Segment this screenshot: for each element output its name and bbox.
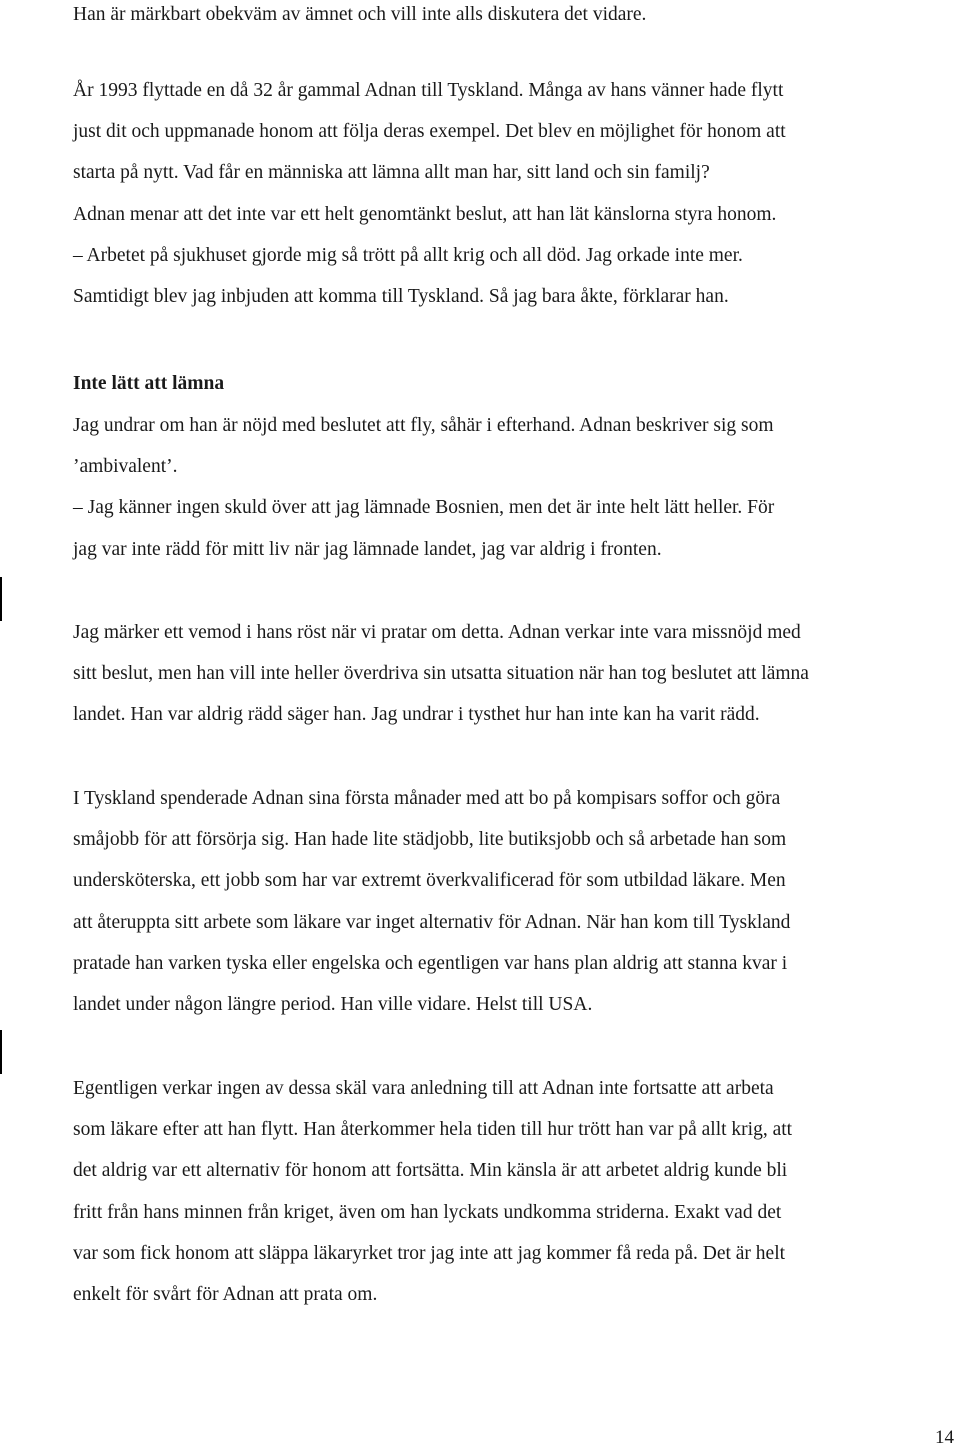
change-bar <box>0 1030 2 1074</box>
section-heading: Inte lätt att lämna <box>73 373 225 394</box>
text-line: var som fick honom att släppa läkaryrket tror jag inte att jag kommer få reda på. Det är helt <box>73 1242 786 1264</box>
paragraph-2 <box>73 70 958 317</box>
text-line: landet. Han var aldrig rädd säger han. Jag undrar i tysthet hur han inte kan ha varit rädd. <box>73 704 760 726</box>
text-line: ’ambivalent’. <box>73 456 178 478</box>
text-line: Jag märker ett vemod i hans röst när vi pratar om detta. Adnan verkar inte vara missnöjd med <box>73 622 801 643</box>
text-line: jag var inte rädd för mitt liv när jag lämnade landet, jag var aldrig i fronten. <box>73 538 662 560</box>
change-bar <box>0 577 2 621</box>
text-line: undersköterska, ett jobb som har var extremt överkvalificerad för som utbildad läkare. Men <box>73 870 786 892</box>
text-line: småjobb för att försörja sig. Han hade lite städjobb, lite butiksjobb och så arbetade han som <box>73 829 787 851</box>
text-line: I Tyskland spenderade Adnan sina första månader med att bo på kompisars soffor och göra <box>73 788 781 809</box>
text-line: sitt beslut, men han vill inte heller överdriva sin utsatta situation när han tog beslutet att lämna <box>73 663 809 685</box>
paragraph-5 <box>73 778 958 1025</box>
text-line: fritt från hans minnen från kriget, även om han lyckats undkomma striderna. Exakt vad det <box>73 1201 782 1223</box>
text-line: det aldrig var ett alternativ för honom att fortsätta. Min känsla är att arbetet aldrig kunde bli <box>73 1160 788 1182</box>
page-number: 14 <box>935 1427 954 1448</box>
text-line: År 1993 flyttade en då 32 år gammal Adnan till Tyskland. Många av hans vänner hade flytt <box>73 80 784 101</box>
text-line: just dit och uppmanade honom att följa deras exempel. Det blev en möjlighet för honom att <box>73 121 786 143</box>
text-line: starta på nytt. Vad får en människa att lämna allt man har, sitt land och sin familj? <box>73 162 710 184</box>
text-line: landet under någon längre period. Han ville vidare. Helst till USA. <box>73 993 593 1015</box>
paragraph-6 <box>73 1068 958 1315</box>
paragraph-3 <box>73 405 958 570</box>
text-line: – Arbetet på sjukhuset gjorde mig så trött på allt krig och all död. Jag orkade inte mer. <box>73 244 743 266</box>
paragraph-4 <box>73 612 958 736</box>
text-line: Jag undrar om han är nöjd med beslutet att fly, såhär i efterhand. Adnan beskriver sig som <box>73 415 774 436</box>
text-line: som läkare efter att han flytt. Han återkommer hela tiden till hur trött han var på allt krig, att <box>73 1119 793 1141</box>
text-line: Adnan menar att det inte var ett helt genomtänkt beslut, att han lät känslorna styra honom. <box>73 203 777 225</box>
paragraph-1 <box>73 0 958 35</box>
text-line: pratade han varken tyska eller engelska och egentligen var hans plan aldrig att stanna kvar i <box>73 952 788 974</box>
text-line: – Jag känner ingen skuld över att jag lämnade Bosnien, men det är inte helt lätt heller. För <box>73 497 775 519</box>
text-line: enkelt för svårt för Adnan att prata om. <box>73 1283 378 1305</box>
text-line: Samtidigt blev jag inbjuden att komma till Tyskland. Så jag bara åkte, förklarar han. <box>73 285 729 307</box>
text-line: Egentligen verkar ingen av dessa skäl vara anledning till att Adnan inte fortsatte att arbeta <box>73 1078 774 1099</box>
text-line: att återuppta sitt arbete som läkare var inget alternativ för Adnan. När han kom till Tyskland <box>73 911 791 933</box>
text-line: Han är märkbart obekväm av ämnet och vill inte alls diskutera det vidare. <box>73 4 647 25</box>
